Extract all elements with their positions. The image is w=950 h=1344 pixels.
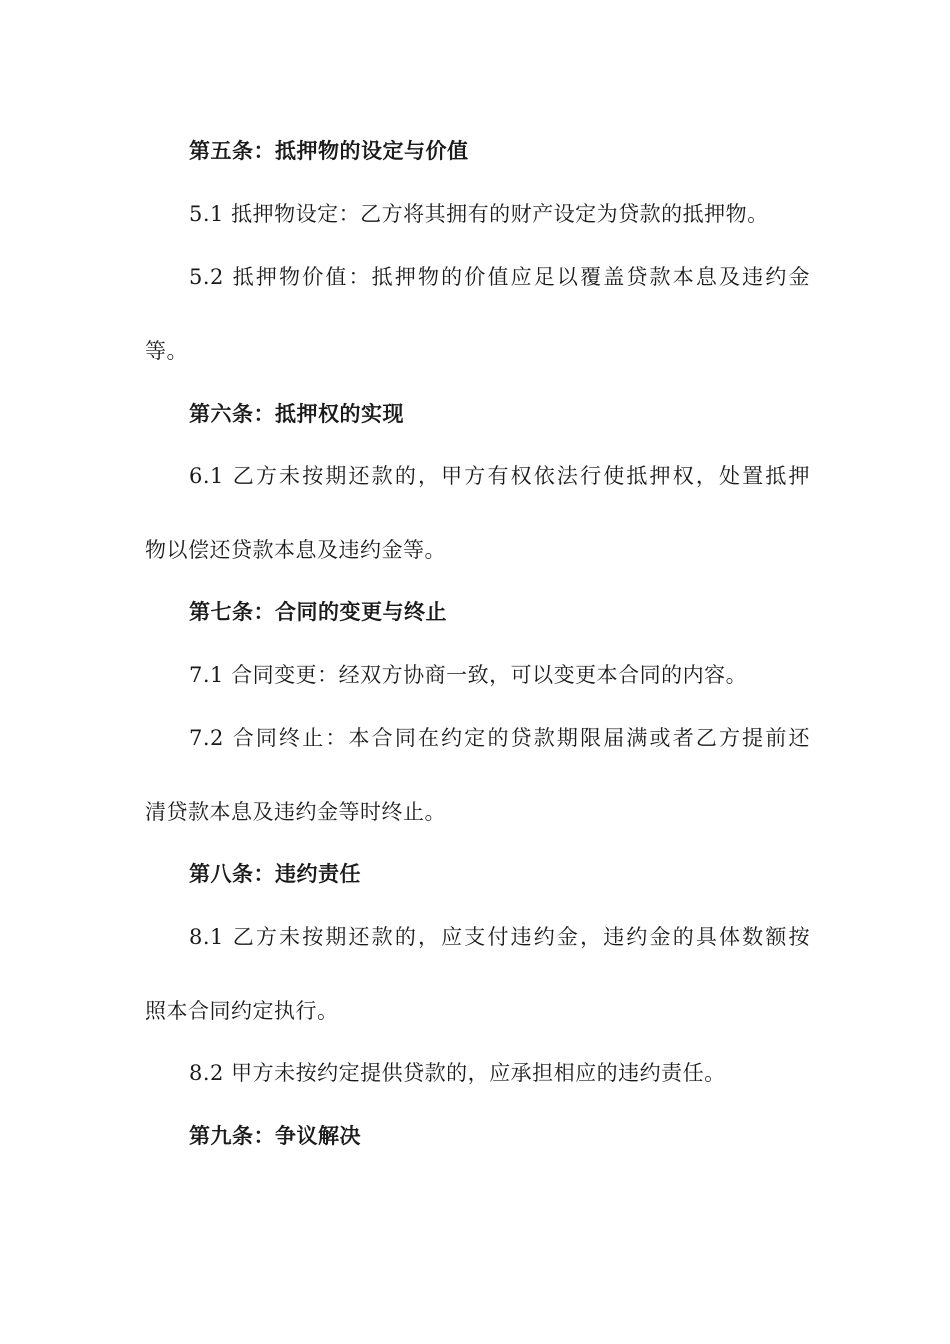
clause-7-1: 7.1 合同变更：经双方协商一致，可以变更本合同的内容。 — [189, 663, 748, 687]
clause-6-1-line-1: 6.1 乙方未按期还款的，甲方有权依法行使抵押权，处置抵押 — [189, 464, 810, 488]
section-heading-7: 第七条：合同的变更与终止 — [189, 600, 447, 624]
section-heading-9: 第九条：争议解决 — [189, 1124, 361, 1148]
clause-7-2-line-1: 7.2 合同终止：本合同在约定的贷款期限届满或者乙方提前还 — [189, 726, 810, 750]
clause-5-2-line-2: 等。 — [145, 339, 188, 363]
section-heading-6: 第六条：抵押权的实现 — [189, 402, 404, 426]
clause-5-1: 5.1 抵押物设定：乙方将其拥有的财产设定为贷款的抵押物。 — [189, 202, 769, 226]
section-heading-5: 第五条：抵押物的设定与价值 — [189, 139, 469, 163]
clause-6-1-line-2: 物以偿还贷款本息及违约金等。 — [145, 538, 446, 562]
clause-8-2: 8.2 甲方未按约定提供贷款的，应承担相应的违约责任。 — [189, 1061, 726, 1085]
clause-5-2-line-1: 5.2 抵押物价值：抵押物的价值应足以覆盖贷款本息及违约金 — [189, 265, 810, 289]
section-heading-8: 第八条：违约责任 — [189, 862, 361, 886]
clause-7-2-line-2: 清贷款本息及违约金等时终止。 — [145, 800, 446, 824]
clause-8-1-line-2: 照本合同约定执行。 — [145, 999, 339, 1023]
clause-8-1-line-1: 8.1 乙方未按期还款的，应支付违约金，违约金的具体数额按 — [189, 925, 810, 949]
